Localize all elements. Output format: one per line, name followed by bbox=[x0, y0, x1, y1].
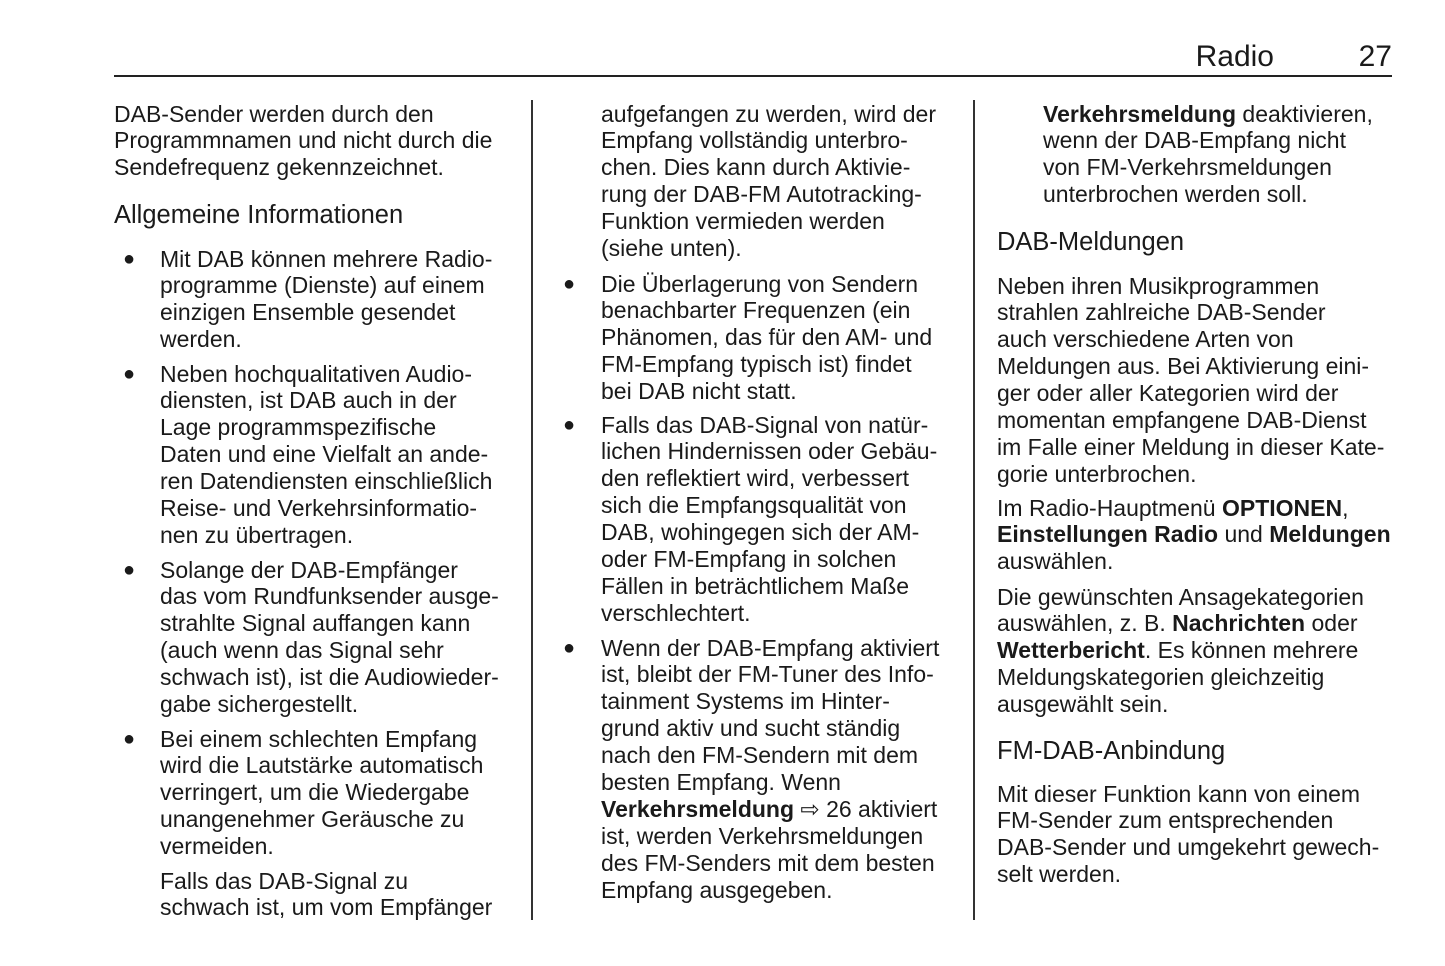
text-line bbox=[601, 208, 936, 235]
text-line bbox=[160, 583, 499, 610]
text-run: Empfang ausgegeben. bbox=[601, 876, 833, 903]
text-run: wenn der DAB-Empfang nicht bbox=[1043, 127, 1346, 154]
text-run: Falls das DAB-Signal zu bbox=[160, 867, 408, 894]
text-run: schwach ist, um vom Empfänger bbox=[160, 894, 493, 921]
text-line bbox=[601, 573, 937, 600]
text-run: vermeiden. bbox=[160, 833, 274, 860]
text-run: Phänomen, das für den AM- und bbox=[601, 324, 933, 351]
bullet-icon: ● bbox=[123, 362, 136, 385]
text-run: ⇨ 26 aktiviert bbox=[794, 795, 938, 822]
text-run: besten Empfang. Wenn bbox=[601, 769, 841, 796]
text-run: von FM-Verkehrsmeldungen bbox=[1043, 154, 1332, 181]
text-line bbox=[997, 736, 1225, 766]
bullet-icon: ● bbox=[123, 727, 136, 750]
text-run: diensten, ist DAB auch in der bbox=[160, 387, 457, 414]
menu-term: Nachrichten bbox=[1172, 610, 1306, 637]
text-line bbox=[114, 200, 403, 230]
text-line bbox=[601, 271, 932, 298]
text-line bbox=[601, 181, 936, 208]
text-line bbox=[997, 434, 1384, 461]
paragraph bbox=[997, 584, 1364, 719]
text-run: Sendefrequenz gekennzeichnet. bbox=[114, 154, 444, 181]
text-run: gorie unterbrochen. bbox=[997, 460, 1197, 487]
text-run: bei DAB nicht statt. bbox=[601, 378, 797, 405]
text-run: DAB-Sender werden durch den bbox=[114, 100, 434, 127]
text-line bbox=[160, 894, 492, 921]
text-line bbox=[160, 272, 492, 299]
text-run: strahlte Signal auffangen kann bbox=[160, 610, 471, 637]
text-line bbox=[160, 806, 483, 833]
text-line bbox=[601, 519, 937, 546]
text-run: lichen Hindernissen oder Gebäu- bbox=[601, 438, 938, 465]
text-line bbox=[160, 441, 492, 468]
text-run: ren Datendiensten einschließlich bbox=[160, 468, 493, 495]
text-run: Reise- und Verkehrsinformatio- bbox=[160, 495, 478, 522]
text-run: (auch wenn das Signal sehr bbox=[160, 637, 444, 664]
bullet-icon: ● bbox=[123, 558, 136, 581]
text-run: ausgewählt sein. bbox=[997, 691, 1169, 718]
text-run: Fällen in beträchtlichem Maße bbox=[601, 572, 910, 599]
text-run: wird die Lautstärke automatisch bbox=[160, 752, 484, 779]
text-line bbox=[601, 101, 936, 128]
text-line bbox=[160, 779, 483, 806]
text-run: auswählen, z. B. bbox=[997, 610, 1173, 637]
page-number: 27 bbox=[1358, 40, 1392, 73]
text-run: momentan empfangene DAB-Dienst bbox=[997, 407, 1367, 434]
text-run: oder bbox=[1305, 610, 1358, 637]
menu-term: Wetterbericht bbox=[997, 637, 1145, 664]
text-line bbox=[997, 807, 1379, 834]
text-run: Falls das DAB-Signal von natür- bbox=[601, 411, 929, 438]
text-run: schwach ist), ist die Audiowieder- bbox=[160, 664, 499, 691]
text-line bbox=[997, 353, 1384, 380]
text-line bbox=[601, 546, 937, 573]
text-run: ist, bleibt der FM-Tuner des Info- bbox=[601, 661, 934, 688]
bullet-item bbox=[601, 271, 932, 406]
text-line bbox=[997, 584, 1364, 611]
text-line bbox=[997, 495, 1391, 522]
text-run: chen. Dies kann durch Aktivie- bbox=[601, 154, 911, 181]
text-line bbox=[160, 326, 492, 353]
text-run: unterbrochen werden soll. bbox=[1043, 181, 1308, 208]
text-run: strahlen zahlreiche DAB-Sender bbox=[997, 299, 1326, 326]
text-line bbox=[160, 691, 499, 718]
text-line bbox=[160, 833, 483, 860]
text-line bbox=[601, 235, 936, 262]
text-line bbox=[601, 715, 939, 742]
text-line bbox=[160, 387, 492, 414]
text-run: auswählen. bbox=[997, 548, 1114, 575]
text-run: Die Überlagerung von Sendern bbox=[601, 270, 919, 297]
text-line bbox=[601, 742, 939, 769]
bullet-item bbox=[160, 361, 492, 549]
text-run: nach den FM-Sendern mit dem bbox=[601, 742, 919, 769]
text-line bbox=[997, 610, 1364, 637]
text-run: programme (Dienste) auf einem bbox=[160, 272, 485, 299]
text-line bbox=[601, 635, 939, 662]
text-line bbox=[601, 823, 939, 850]
text-line bbox=[160, 664, 499, 691]
section-heading bbox=[997, 736, 1225, 766]
text-line bbox=[114, 101, 492, 128]
text-run: unangenehmer Geräusche zu bbox=[160, 806, 465, 833]
text-line bbox=[601, 324, 932, 351]
paragraph bbox=[997, 781, 1379, 889]
text-line bbox=[997, 273, 1384, 300]
text-line bbox=[997, 834, 1379, 861]
paragraph bbox=[160, 868, 492, 922]
text-line bbox=[601, 297, 932, 324]
bullet-item bbox=[601, 635, 939, 904]
text-line bbox=[160, 752, 483, 779]
text-run: oder FM-Empfang in solchen bbox=[601, 546, 897, 573]
text-run: ger oder aller Kategorien wird der bbox=[997, 380, 1339, 407]
text-line bbox=[601, 796, 939, 823]
text-run: Neben hochqualitativen Audio- bbox=[160, 360, 473, 387]
menu-term: Verkehrsmeldung bbox=[601, 795, 795, 822]
text-line bbox=[997, 521, 1391, 548]
text-run: . Es können mehrere bbox=[1144, 637, 1359, 664]
text-run: FM-DAB-Anbindung bbox=[997, 737, 1226, 765]
text-run: werden. bbox=[160, 326, 242, 353]
bullet-item bbox=[601, 412, 937, 627]
text-line bbox=[997, 299, 1384, 326]
text-line bbox=[997, 407, 1384, 434]
menu-term: Einstellungen Radio bbox=[997, 521, 1219, 548]
bullet-icon: ● bbox=[563, 413, 576, 436]
text-line bbox=[160, 726, 483, 753]
text-run: FM-Empfang typisch ist) findet bbox=[601, 351, 912, 378]
paragraph bbox=[601, 101, 936, 262]
text-line bbox=[601, 850, 939, 877]
bullet-icon: ● bbox=[563, 636, 576, 659]
text-line bbox=[997, 861, 1379, 888]
text-run: und bbox=[1218, 521, 1270, 548]
text-run: rung der DAB-FM Autotracking- bbox=[601, 181, 922, 208]
text-run: das vom Rundfunksender ausge- bbox=[160, 583, 499, 610]
paragraph bbox=[997, 495, 1391, 576]
text-run: Mit dieser Funktion kann von einem bbox=[997, 780, 1361, 807]
text-run: Empfang vollständig unterbro- bbox=[601, 127, 908, 154]
text-run: sich die Empfangsqualität von bbox=[601, 492, 907, 519]
text-run: Meldungen aus. Bei Aktivierung eini- bbox=[997, 353, 1370, 380]
text-line bbox=[160, 414, 492, 441]
text-line bbox=[160, 246, 492, 273]
text-line bbox=[1043, 101, 1373, 128]
text-run: Bei einem schlechten Empfang bbox=[160, 725, 478, 752]
text-run: Funktion vermieden werden bbox=[601, 208, 885, 235]
text-run: Die gewünschten Ansagekategorien bbox=[997, 583, 1364, 610]
text-line bbox=[601, 438, 937, 465]
text-line bbox=[997, 691, 1364, 718]
text-run: aufgefangen zu werden, wird der bbox=[601, 100, 936, 127]
text-line bbox=[997, 781, 1379, 808]
text-run: Lage programmspezifische bbox=[160, 414, 437, 441]
text-run: gabe sichergestellt. bbox=[160, 691, 359, 718]
text-line bbox=[160, 610, 499, 637]
text-run: den reflektiert wird, verbessert bbox=[601, 465, 910, 492]
text-line bbox=[601, 661, 939, 688]
text-run: Solange der DAB-Empfänger bbox=[160, 556, 458, 583]
text-line bbox=[114, 154, 492, 181]
text-line bbox=[160, 557, 499, 584]
bullet-item bbox=[160, 726, 483, 861]
column-divider bbox=[531, 100, 533, 920]
text-line bbox=[997, 637, 1364, 664]
text-line bbox=[601, 351, 932, 378]
text-line bbox=[160, 868, 492, 895]
text-run: Mit DAB können mehrere Radio- bbox=[160, 245, 493, 272]
paragraph bbox=[997, 273, 1384, 488]
bullet-item bbox=[160, 557, 499, 718]
text-line bbox=[160, 468, 492, 495]
bullet-item bbox=[160, 246, 492, 354]
text-run: DAB-Sender und umgekehrt gewech- bbox=[997, 834, 1380, 861]
section-heading bbox=[114, 200, 403, 230]
text-line bbox=[997, 326, 1384, 353]
header-rule bbox=[114, 75, 1392, 77]
text-run: auch verschiedene Arten von bbox=[997, 326, 1294, 353]
text-run: ist, werden Verkehrsmeldungen bbox=[601, 822, 924, 849]
text-line bbox=[601, 465, 937, 492]
text-run: Wenn der DAB-Empfang aktiviert bbox=[601, 634, 940, 661]
menu-term: Meldungen bbox=[1269, 521, 1391, 548]
text-line bbox=[1043, 181, 1373, 208]
text-line bbox=[997, 664, 1364, 691]
text-line bbox=[1043, 127, 1373, 154]
text-run: verringert, um die Wiedergabe bbox=[160, 779, 470, 806]
text-line bbox=[601, 688, 939, 715]
menu-term: OPTIONEN bbox=[1222, 494, 1343, 521]
text-run: (siehe unten). bbox=[601, 235, 742, 262]
text-line bbox=[601, 492, 937, 519]
text-line bbox=[601, 378, 932, 405]
section-heading bbox=[997, 227, 1184, 257]
text-run: DAB, wohingegen sich der AM- bbox=[601, 519, 920, 546]
text-line bbox=[601, 877, 939, 904]
text-run: nen zu übertragen. bbox=[160, 521, 354, 548]
text-line bbox=[997, 227, 1184, 257]
text-run: grund aktiv und sucht ständig bbox=[601, 715, 901, 742]
column-divider bbox=[973, 100, 975, 920]
text-line bbox=[997, 548, 1391, 575]
bullet-icon: ● bbox=[563, 272, 576, 295]
text-line bbox=[601, 412, 937, 439]
text-run: Allgemeine Informationen bbox=[114, 201, 404, 229]
text-run: Meldungskategorien gleichzeitig bbox=[997, 664, 1325, 691]
text-line bbox=[160, 361, 492, 388]
bullet-icon: ● bbox=[123, 247, 136, 270]
text-run: , bbox=[1342, 494, 1349, 521]
text-line bbox=[160, 299, 492, 326]
menu-term: Verkehrsmeldung bbox=[1043, 100, 1237, 127]
text-run: Daten und eine Vielfalt an ande- bbox=[160, 441, 489, 468]
text-run: des FM-Senders mit dem besten bbox=[601, 849, 935, 876]
text-run: tainment Systems im Hinter- bbox=[601, 688, 890, 715]
text-run: Programmnamen und nicht durch die bbox=[114, 127, 493, 154]
text-run: im Falle einer Meldung in dieser Kate- bbox=[997, 433, 1385, 460]
text-run: selt werden. bbox=[997, 861, 1122, 888]
text-line bbox=[114, 127, 492, 154]
text-line bbox=[601, 127, 936, 154]
text-line bbox=[601, 154, 936, 181]
text-line bbox=[160, 637, 499, 664]
text-line bbox=[997, 461, 1384, 488]
text-line bbox=[160, 495, 492, 522]
text-line bbox=[601, 769, 939, 796]
text-line bbox=[1043, 154, 1373, 181]
paragraph bbox=[114, 101, 492, 182]
text-run: benachbarter Frequenzen (ein bbox=[601, 297, 911, 324]
text-line bbox=[997, 380, 1384, 407]
text-run: Neben ihren Musikprogrammen bbox=[997, 272, 1320, 299]
text-run: einzigen Ensemble gesendet bbox=[160, 299, 456, 326]
section-title: Radio bbox=[1195, 40, 1274, 73]
text-run: Im Radio-Hauptmenü bbox=[997, 494, 1222, 521]
text-run: DAB-Meldungen bbox=[997, 228, 1185, 256]
paragraph bbox=[1043, 101, 1373, 209]
text-line bbox=[601, 600, 937, 627]
text-line bbox=[160, 522, 492, 549]
text-run: verschlechtert. bbox=[601, 599, 751, 626]
text-run: FM-Sender zum entsprechenden bbox=[997, 807, 1334, 834]
text-run: deaktivieren, bbox=[1236, 100, 1373, 127]
